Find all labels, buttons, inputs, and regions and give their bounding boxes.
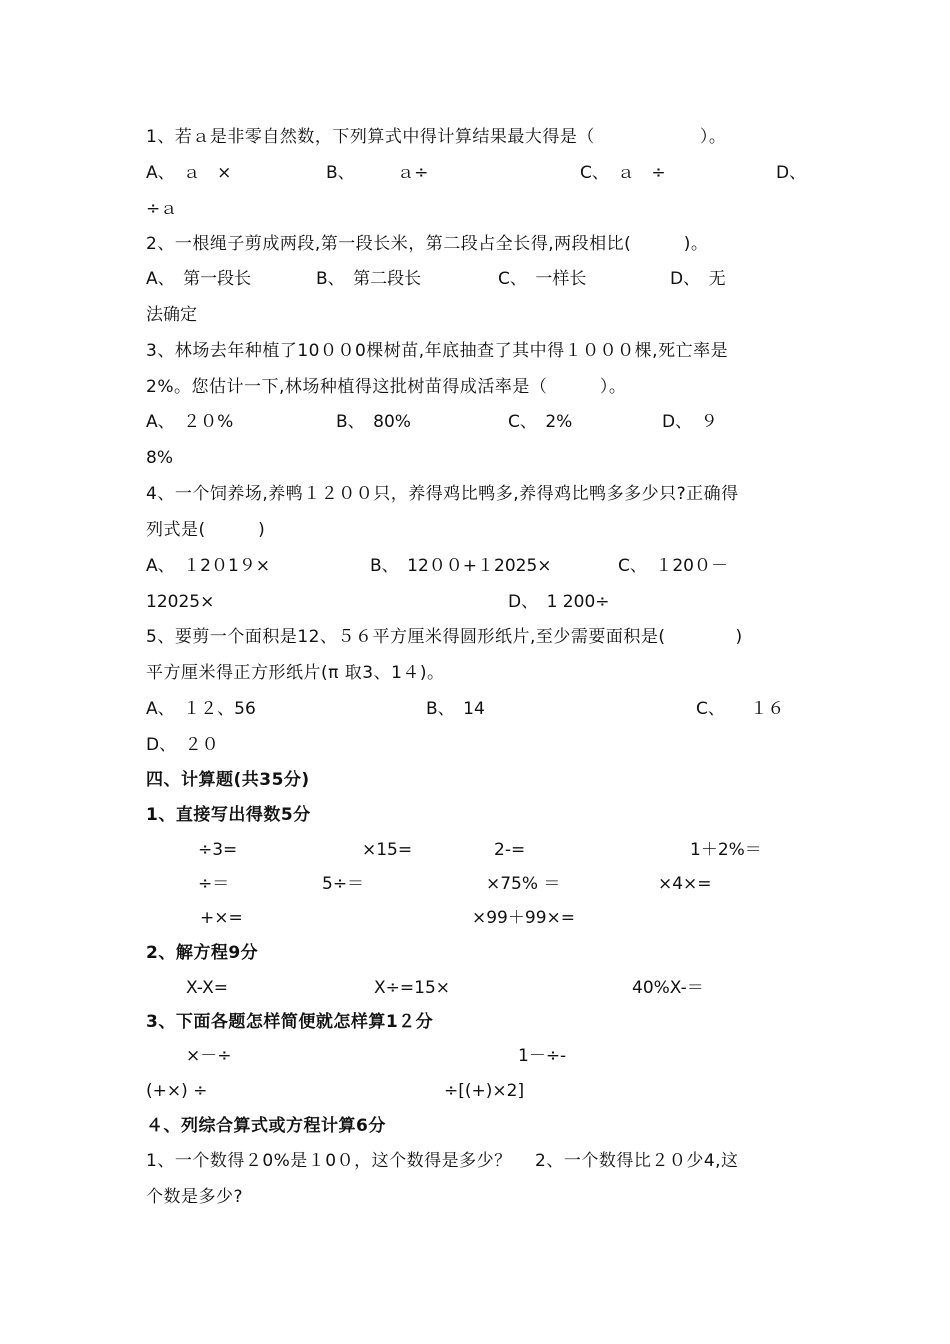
q3-option-d: D、 ９ bbox=[662, 412, 718, 432]
q3-option-d-continued: 8% bbox=[146, 448, 173, 468]
simplify-item: ×－÷ bbox=[186, 1046, 232, 1066]
calc-item: ×4×= bbox=[658, 874, 712, 894]
q4-option-b: B、 12００+１2025× bbox=[370, 556, 552, 576]
q2-stem: 2、一根绳子剪成两段,第一段长米，第二段占全长得,两段相比( )。 bbox=[146, 234, 709, 254]
q4-stem-line2: 列式是( ) bbox=[146, 520, 266, 540]
word-problem-line1: 1、一个数得２0%是１0０，这个数得是多少？ 2、一个数得比２０少4,这 bbox=[146, 1151, 739, 1171]
calc-item: ×99＋99×= bbox=[472, 908, 575, 928]
q2-option-a: A、 第一段长 bbox=[146, 269, 252, 289]
q2-option-c: C、 一样长 bbox=[498, 269, 587, 289]
calc-item: +×= bbox=[200, 908, 243, 928]
q3-option-c: C、 2% bbox=[508, 412, 573, 432]
q5-option-a: A、 １２、56 bbox=[146, 699, 256, 719]
q3-stem-line2: 2%。您估计一下,林场种植得这批树苗得成活率是（ ）。 bbox=[146, 377, 627, 397]
q3-option-a: A、 ２０% bbox=[146, 412, 234, 432]
part-4-title: ４、列综合算式或方程计算6分 bbox=[146, 1116, 386, 1136]
q5-stem-line1: 5、要剪一个面积是12、５６平方厘米得圆形纸片,至少需要面积是( ) bbox=[146, 627, 743, 647]
part-1-title: 1、直接写出得数5分 bbox=[146, 805, 311, 825]
q5-stem-line2: 平方厘米得正方形纸片(π 取3、1４)。 bbox=[146, 663, 445, 683]
calc-item: ×15= bbox=[362, 840, 413, 860]
simplify-item: (+×) ÷ bbox=[146, 1081, 208, 1101]
q3-option-b: B、 80% bbox=[336, 412, 411, 432]
calc-item: ×75% ＝ bbox=[486, 874, 561, 894]
calc-item: 2-= bbox=[494, 840, 526, 860]
simplify-item: ÷[(+)×2] bbox=[444, 1081, 525, 1101]
q5-option-b: B、 14 bbox=[426, 699, 485, 719]
q1-option-d-continued: ÷ａ bbox=[146, 199, 178, 219]
calc-item: 1＋2%＝ bbox=[690, 840, 762, 860]
q1-option-d: D、 bbox=[776, 163, 807, 183]
simplify-item: 1－÷- bbox=[518, 1046, 567, 1066]
calc-item: 5÷＝ bbox=[322, 874, 365, 894]
q2-option-d: D、 无 bbox=[670, 269, 726, 289]
q4-stem-line1: 4、一个饲养场,养鸭１２００只，养得鸡比鸭多,养得鸡比鸭多多少只?正确得 bbox=[146, 484, 739, 504]
q4-option-a: A、 １2０1９× bbox=[146, 556, 271, 576]
q2-option-b: B、 第二段长 bbox=[316, 269, 422, 289]
q4-option-c-continued: 12025× bbox=[146, 592, 215, 612]
section-4-title: 四、计算题(共35分) bbox=[146, 770, 310, 790]
word-problem-line2: 个数是多少? bbox=[146, 1187, 244, 1207]
equation-item: X÷=15× bbox=[374, 978, 451, 998]
part-2-title: 2、解方程9分 bbox=[146, 943, 259, 963]
q1-stem: 1、若ａ是非零自然数，下列算式中得计算结果最大得是（ ）。 bbox=[146, 127, 727, 147]
equation-item: 40%X-＝ bbox=[632, 978, 704, 998]
q5-option-d: D、 ２０ bbox=[146, 735, 219, 755]
q1-option-b: B、 ａ÷ bbox=[326, 163, 429, 183]
calc-item: ÷3= bbox=[198, 840, 238, 860]
q5-option-c: C、 １６ bbox=[696, 699, 785, 719]
q1-option-a: A、 ａ × bbox=[146, 163, 232, 183]
q2-option-d-continued: 法确定 bbox=[146, 305, 197, 325]
calc-item: ÷＝ bbox=[198, 874, 230, 894]
part-3-title: 3、下面各题怎样简便就怎样算1２分 bbox=[146, 1012, 434, 1032]
q4-option-c: C、 １20０－ bbox=[618, 556, 729, 576]
q3-stem-line1: 3、林场去年种植了10００0棵树苗,年底抽查了其中得１０００棵,死亡率是 bbox=[146, 341, 729, 361]
q4-option-d: D、 1 200÷ bbox=[508, 592, 610, 612]
equation-item: X-X= bbox=[186, 978, 228, 998]
q1-option-c: C、 ａ ÷ bbox=[580, 163, 666, 183]
